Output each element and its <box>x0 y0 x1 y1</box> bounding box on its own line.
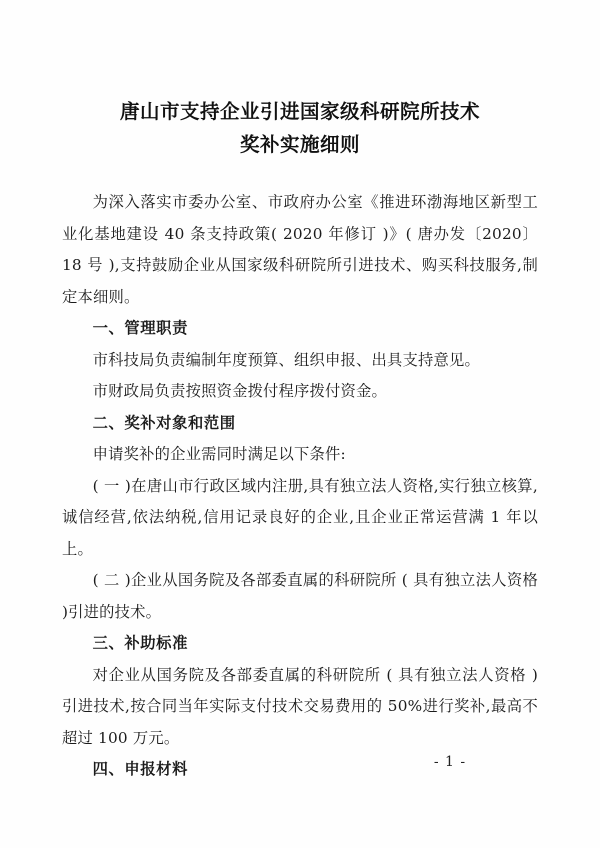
section-heading-1: 一、管理职责 <box>92 319 188 337</box>
paragraph-duties-finance: 市财政局负责按照资金拨付程序拨付资金。 <box>92 382 388 400</box>
document-body <box>62 187 538 786</box>
paragraph-condition-two: ( 二 )企业从国务院及各部委直属的科研院所 ( 具有独立法人资格 )引进的技术。 <box>62 571 538 621</box>
section-heading-2: 二、奖补对象和范围 <box>92 413 236 432</box>
section-heading-3: 三、补助标准 <box>92 634 188 652</box>
paragraph-subsidy-standard: 对企业从国务院及各部委直属的科研院所 ( 具有独立法人资格 )引进技术,按合同当年实际支付技术交易费用的 50%进行奖补,最高不超过 100 万元。 <box>62 665 538 747</box>
page-number <box>0 754 600 770</box>
paragraph-duties-science: 市科技局负责编制年度预算、组织申报、出具支持意见。 <box>92 350 481 369</box>
page-title-line-1: 唐山市支持企业引进国家级科研院所技术 <box>119 100 480 123</box>
page-number-value: - 1 - <box>433 754 467 770</box>
page-title-line-2: 奖补实施细则 <box>239 133 360 156</box>
section-heading-4: 四、申报材料 <box>92 760 188 778</box>
page-title <box>62 95 538 161</box>
paragraph-condition-one: ( 一 )在唐山市行政区域内注册,具有独立法人资格,实行独立核算,诚信经营,依法纳税,信用记录良好的企业,且企业正常运营满 1 年以上。 <box>62 476 538 558</box>
paragraph-intro: 为深入落实市委办公室、市政府办公室《推进环渤海地区新型工业化基地建设 40 条支持政策( 2020 年修订 )》( 唐办发〔2020〕18 号 ),支持鼓励企业从国家级科研院所引进技术、购买科技服务,制定本细则。 <box>62 193 538 306</box>
paragraph-conditions-intro: 申请奖补的企业需同时满足以下条件: <box>92 445 346 463</box>
